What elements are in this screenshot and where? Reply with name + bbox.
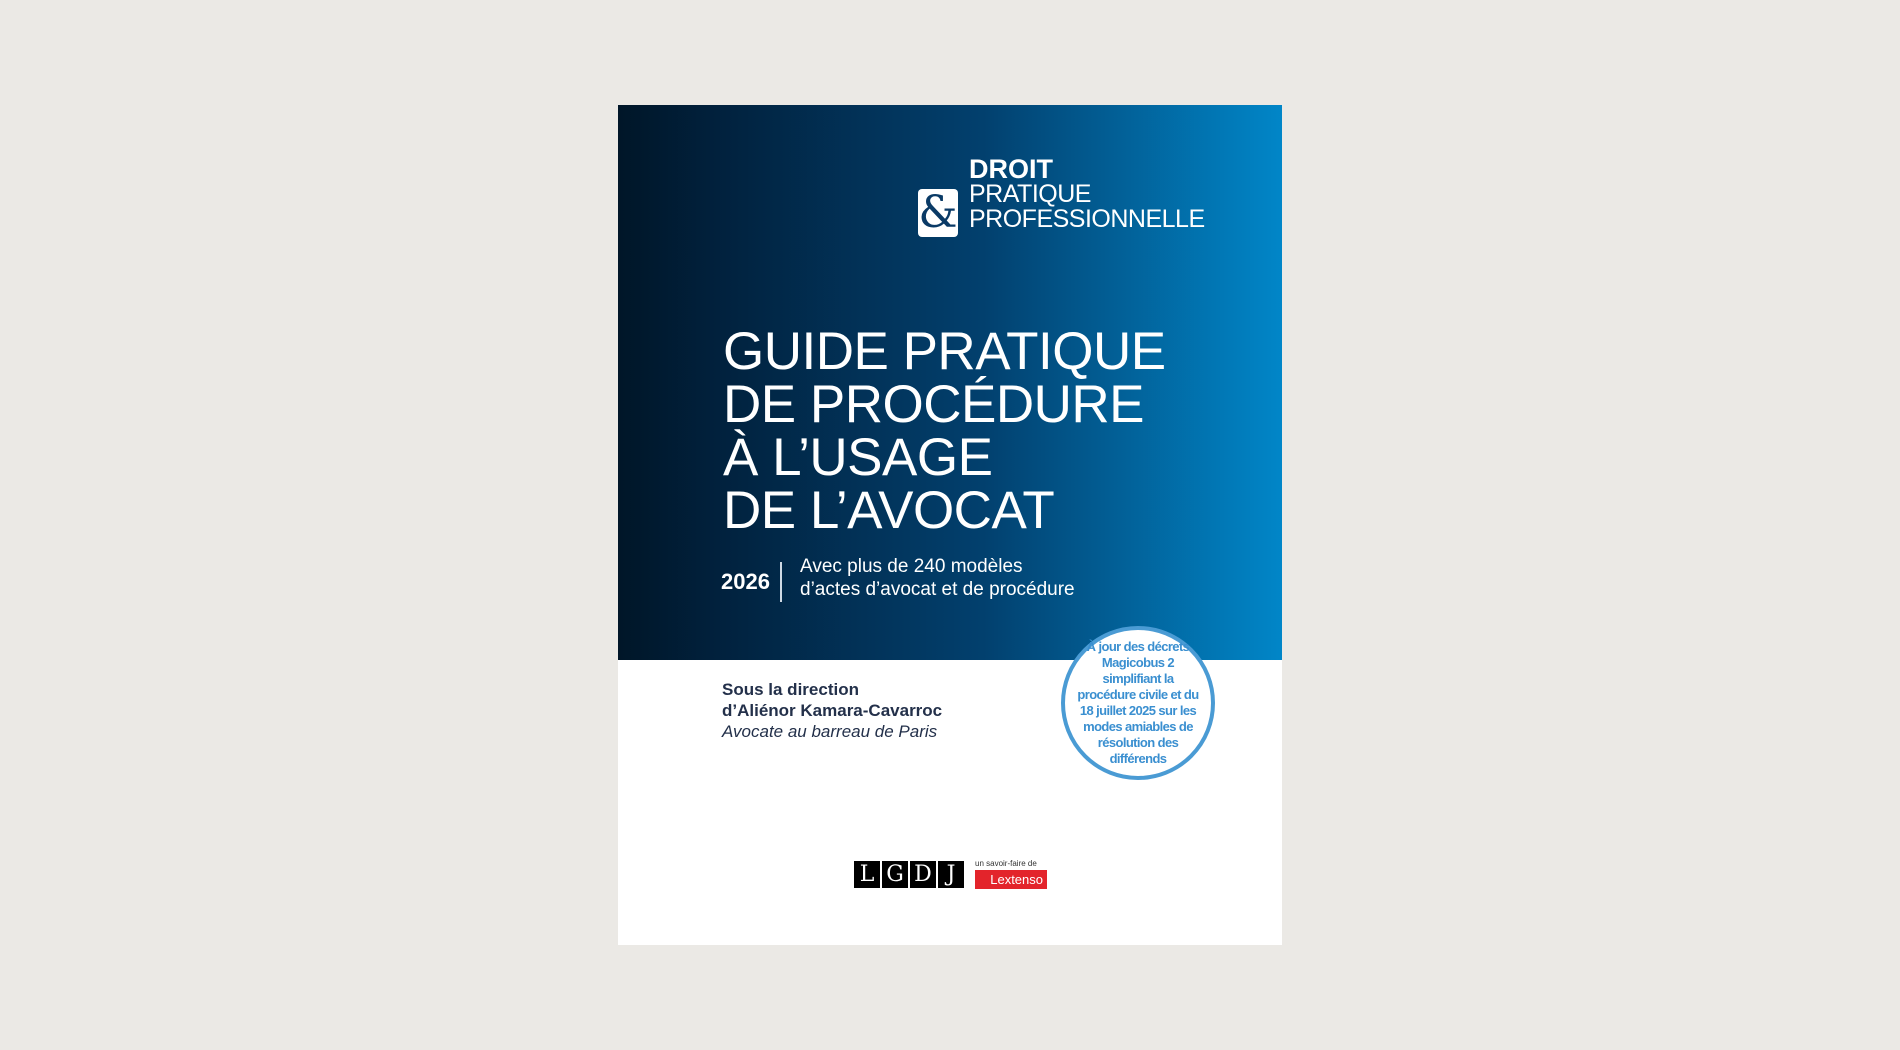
cover-blue-panel [618,105,1282,660]
subtitle [800,555,1075,601]
lextenso-logo [975,859,1047,889]
collection-line1: DROIT [969,154,1053,184]
lgdj-letter: L [854,861,880,888]
lgdj-letter: J [938,861,964,888]
title-line: À L’USAGE [723,428,993,487]
book-title [723,322,1166,540]
subtitle-line: Avec plus de 240 modèles [800,556,1023,577]
lgdj-letter: G [882,861,908,888]
collection-name [969,154,1205,233]
lextenso-name: Lextenso [975,870,1047,889]
lgdj-letter: D [910,861,936,888]
title-line: GUIDE PRATIQUE [723,322,1166,381]
title-line: DE L’AVOCAT [723,481,1055,540]
lgdj-logo [854,861,964,888]
collection-ampersand-logo: & [918,187,958,238]
author-title: Avocate au barreau de Paris [722,722,938,741]
edition-year: 2026 [721,562,782,602]
update-badge [1061,626,1215,780]
lextenso-tagline: un savoir-faire de [975,859,1037,868]
title-line: DE PROCÉDURE [723,375,1145,434]
collection-line3: PROFESSIONNELLE [969,205,1205,233]
badge-text: À jour des décrets Magicobus 2 simplifiant la procédure civile et du 18 juillet 2025 sur les modes amiables de résolution des différends [1077,639,1199,766]
direction-label: Sous la direction [722,680,859,699]
book-cover [618,105,1282,945]
author-name: d’Aliénor Kamara-Cavarroc [722,701,943,720]
subtitle-line: d’actes d’avocat et de procédure [800,579,1075,600]
authors [722,679,942,742]
collection-line2: PRATIQUE [969,180,1091,208]
